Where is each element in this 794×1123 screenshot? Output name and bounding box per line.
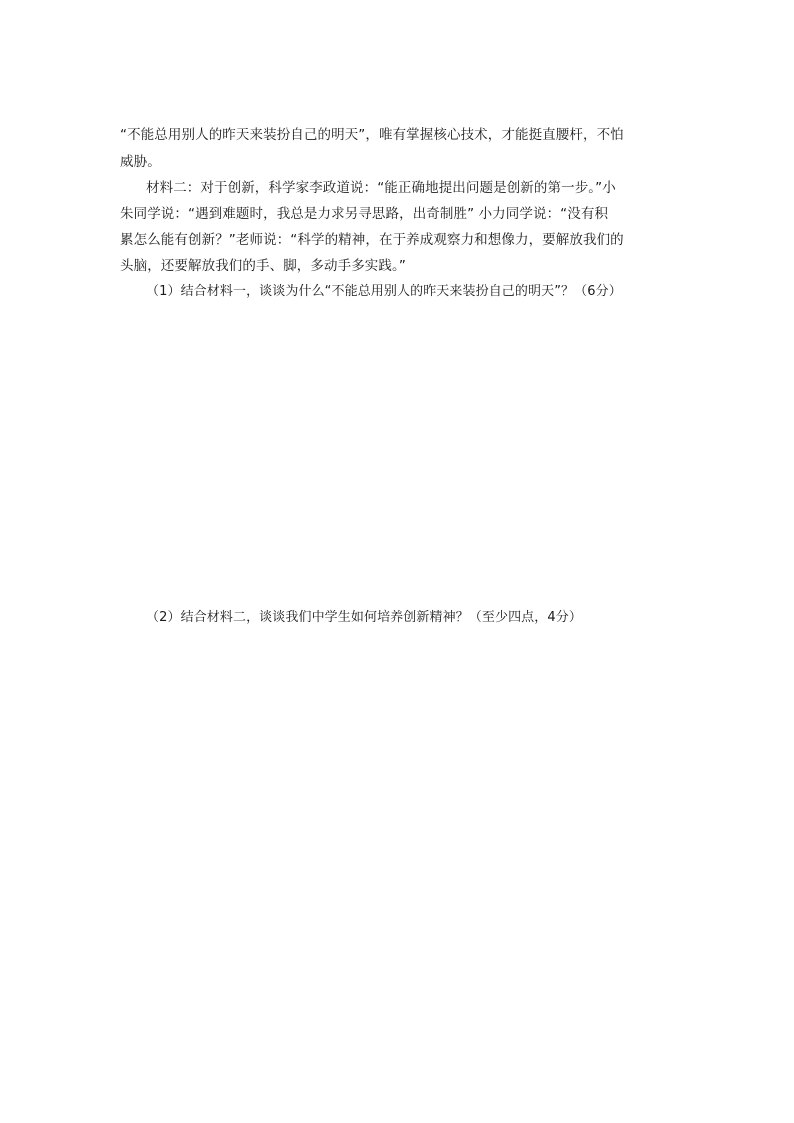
question-2: （2）结合材料二，谈谈我们中学生如何培养创新精神？（至少四点，4分）	[146, 610, 582, 625]
paragraph-line-2: 威胁。	[120, 154, 161, 170]
question-1: （1）结合材料一，谈谈为什么“不能总用别人的昨天来装扮自己的明天”？（6分）	[146, 284, 622, 299]
paragraph-line-1: “不能总用别人的昨天来装扮自己的明天”，唯有掌握核心技术，才能挺直腰杆，不怕	[120, 127, 624, 143]
paragraph-line-6: 头脑，还要解放我们的手、脚，多动手多实践。”	[120, 258, 406, 274]
paragraph-line-3: 材料二：对于创新，科学家李政道说：“能正确地提出问题是创新的第一步。”小	[146, 180, 616, 196]
paragraph-line-4: 朱同学说：“遇到难题时，我总是力求另寻思路，出奇制胜” 小力同学说：“没有积	[120, 206, 609, 222]
paragraph-line-5: 累怎么能有创新？”老师说：“科学的精神，在于养成观察力和想像力，要解放我们的	[120, 232, 624, 248]
